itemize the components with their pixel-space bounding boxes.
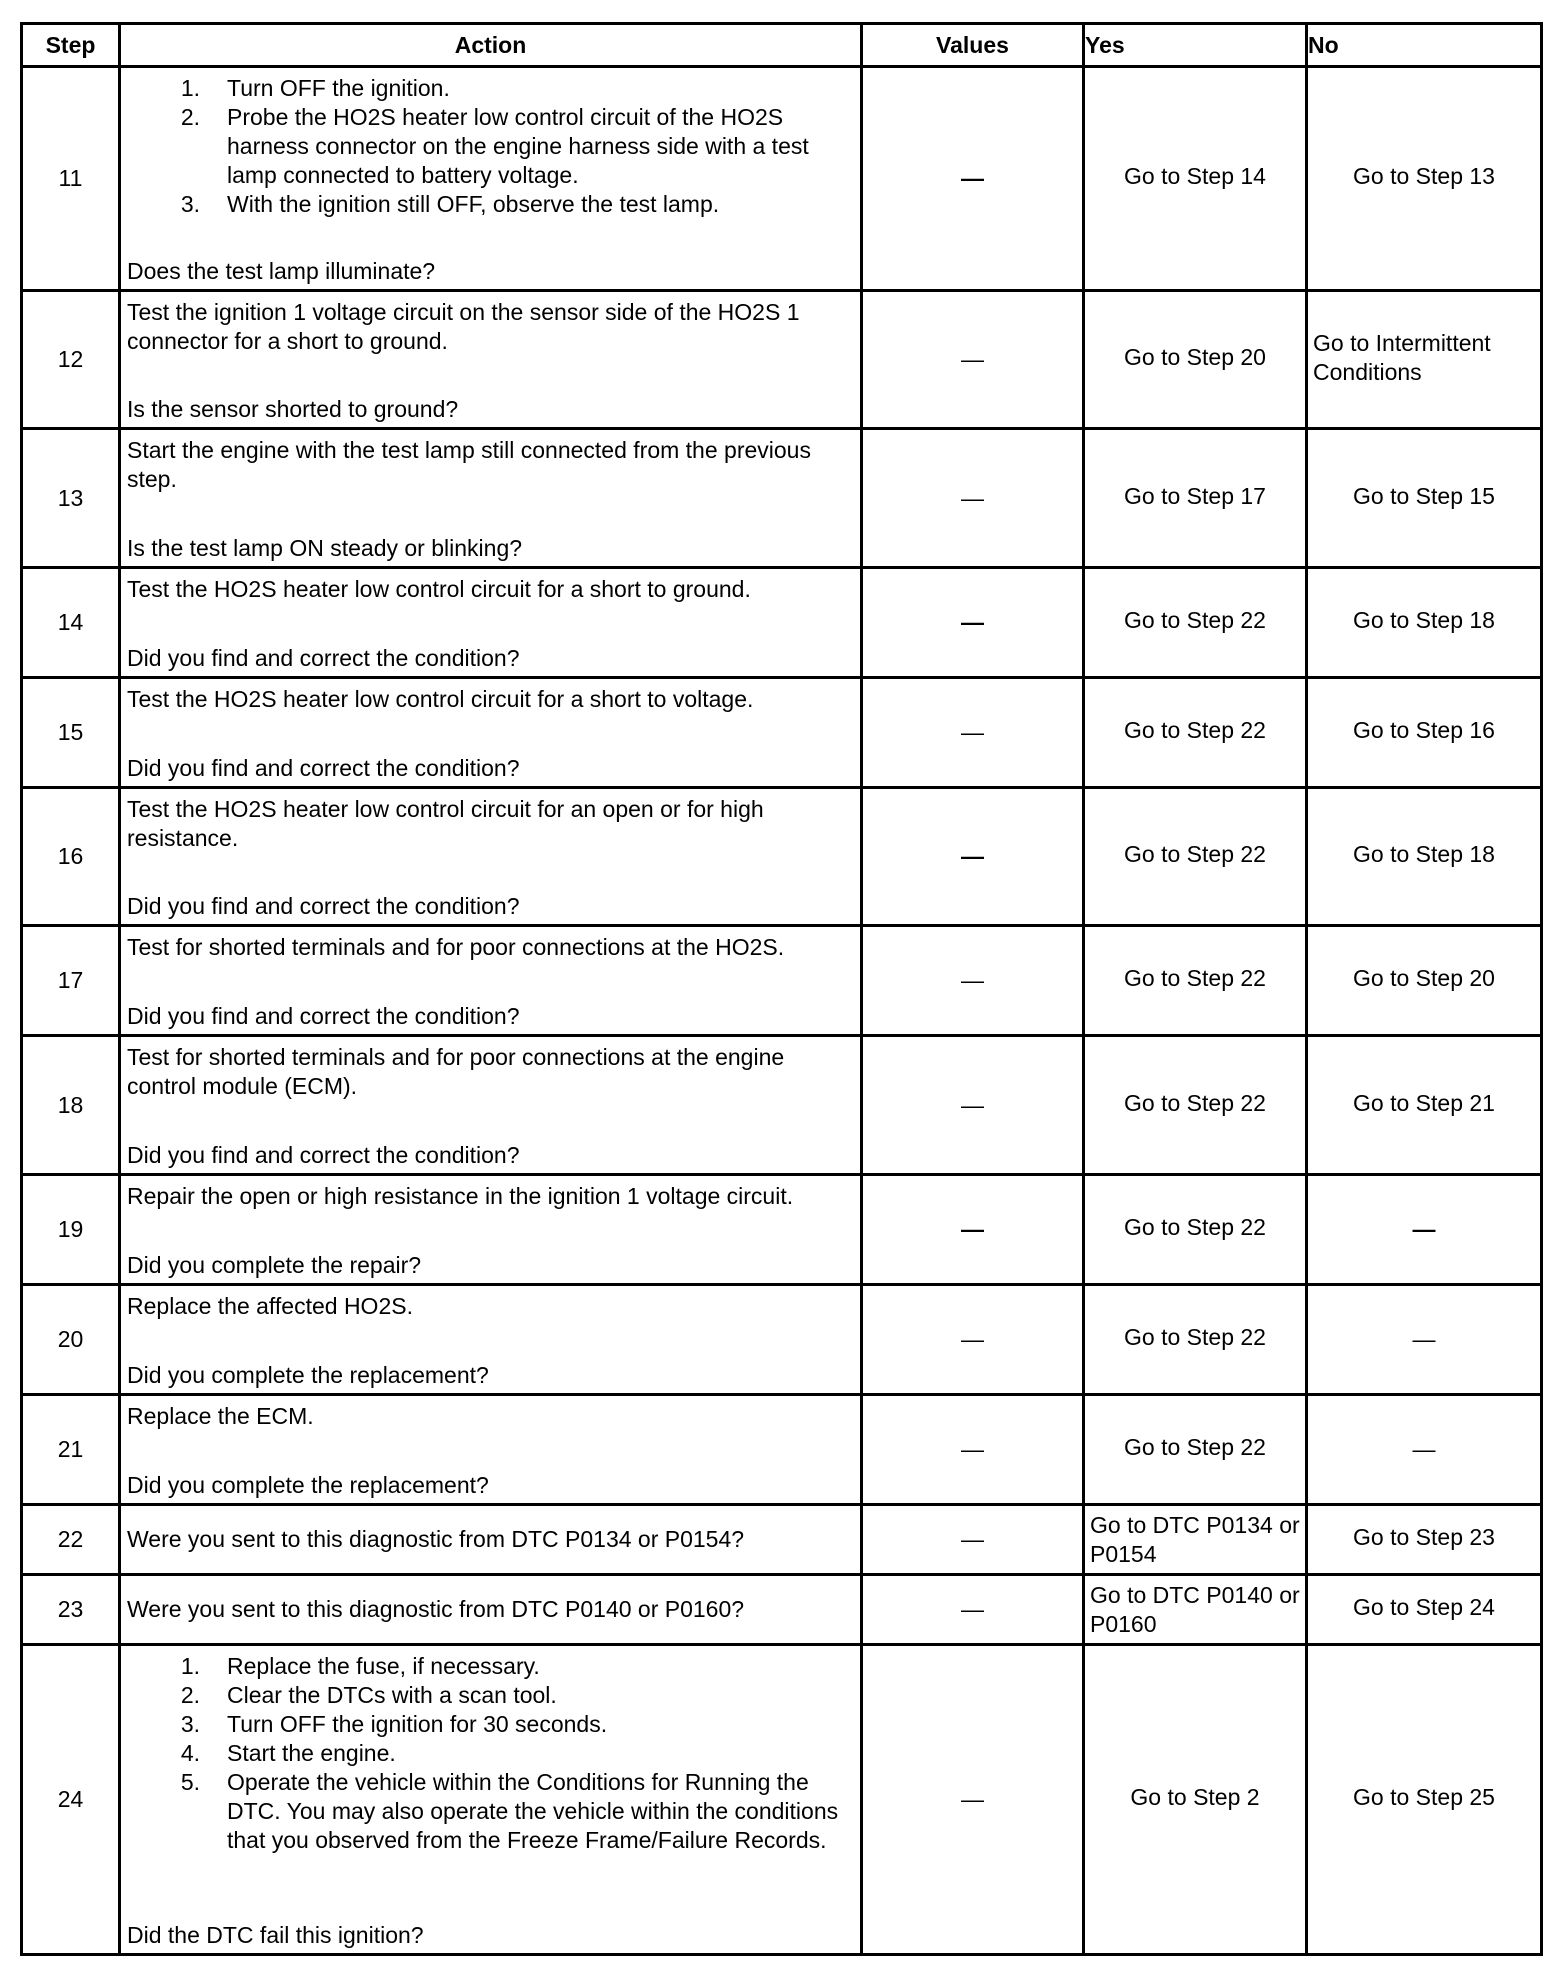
dash-mark: — [961,1786,984,1812]
yes-cell: Go to Step 22 [1084,568,1307,678]
values-cell [862,788,1084,926]
table-row [22,1036,1542,1175]
dash-mark: — [961,719,984,745]
table-row [22,926,1542,1036]
no-cell: Go to Step 18 [1307,788,1542,926]
header-yes: Yes [1084,24,1307,67]
yes-cell: Go to Step 20 [1084,291,1307,429]
step-number: 12 [22,291,120,429]
action-question: Does the test lamp illuminate? [127,257,436,284]
yes-cell: Go to Step 22 [1084,1285,1307,1395]
action-text: Test the HO2S heater low control circuit for a short to ground. [127,575,751,602]
action-cell [120,788,862,926]
step-number: 18 [22,1036,120,1175]
action-list [127,74,854,219]
no-cell: Go to Step 25 [1307,1645,1542,1955]
action-text: Test for shorted terminals and for poor connections at the engine control module (ECM). [127,1043,785,1099]
values-cell [862,1395,1084,1505]
table-row [22,1505,1542,1575]
no-cell: Go to Step 23 [1307,1505,1542,1575]
values-cell [862,926,1084,1036]
diagnostic-table [20,22,1543,1956]
step-number: 19 [22,1175,120,1285]
no-cell: Go to Step 18 [1307,568,1542,678]
dash-mark: — [961,1526,984,1552]
values-cell [862,291,1084,429]
header-no: No [1307,24,1542,67]
yes-cell: Go to DTC P0140 or P0160 [1084,1575,1307,1645]
dash-mark: — [961,1596,984,1622]
action-text: Replace the ECM. [127,1402,314,1429]
action-cell [120,1395,862,1505]
values-cell [862,568,1084,678]
action-cell [120,1175,862,1285]
step-number: 16 [22,788,120,926]
action-question: Is the sensor shorted to ground? [127,395,459,422]
yes-cell: Go to Step 17 [1084,429,1307,568]
no-cell: Go to Intermittent Conditions [1307,291,1542,429]
step-number: 17 [22,926,120,1036]
action-text: Repair the open or high resistance in the ignition 1 voltage circuit. [127,1182,794,1209]
dash-mark: — [961,1326,984,1352]
action-cell [120,67,862,291]
action-question: Did you find and correct the condition? [127,754,520,781]
step-number: 23 [22,1575,120,1645]
no-cell: Go to Step 20 [1307,926,1542,1036]
values-cell [862,1175,1084,1285]
step-number: 11 [22,67,120,291]
action-cell [120,291,862,429]
no-cell: Go to Step 15 [1307,429,1542,568]
yes-cell: Go to Step 22 [1084,1395,1307,1505]
no-cell [1307,1285,1542,1395]
list-item: 2. Probe the HO2S heater low control circuit of the HO2S harness connector on the engine harness side with a test lamp connected to battery voltage. [180,103,809,188]
values-cell [862,67,1084,291]
table-row [22,429,1542,568]
values-cell [862,1645,1084,1955]
step-number: 14 [22,568,120,678]
dash-mark: — [1412,1326,1436,1352]
action-question: Is the test lamp ON steady or blinking? [127,534,523,561]
values-cell [862,678,1084,788]
list-item: 2. Clear the DTCs with a scan tool. [180,1681,557,1708]
yes-cell: Go to Step 22 [1084,926,1307,1036]
action-question: Were you sent to this diagnostic from DTC P0140 or P0160? [120,1575,862,1645]
table-row [22,788,1542,926]
action-cell [120,568,862,678]
header-row [22,24,1542,67]
yes-cell: Go to Step 2 [1084,1645,1307,1955]
values-cell [862,1036,1084,1175]
list-item: 1. Turn OFF the ignition. [180,74,450,101]
header-values: Values [862,24,1084,67]
action-cell [120,926,862,1036]
table-row [22,1645,1542,1955]
values-cell [862,1505,1084,1575]
step-number: 13 [22,429,120,568]
dash-mark: — [961,1216,984,1242]
list-item: 5. Operate the vehicle within the Conditions for Running the DTC. You may also operate the vehicle within the conditions that you observed from the Freeze Frame/Failure Records. [180,1768,839,1853]
values-cell [862,1575,1084,1645]
list-item: 1. Replace the fuse, if necessary. [180,1652,540,1679]
no-cell: Go to Step 24 [1307,1575,1542,1645]
action-question: Did you complete the repair? [127,1251,422,1278]
table-row [22,1395,1542,1505]
table-row [22,568,1542,678]
dash-mark: — [961,1091,984,1118]
header-action: Action [120,24,862,67]
no-cell [1307,1175,1542,1285]
table-row [22,67,1542,291]
step-number: 20 [22,1285,120,1395]
action-question: Did you find and correct the condition? [127,644,520,671]
dash-mark: — [961,843,984,869]
action-cell [120,1645,862,1955]
dash-mark: — [961,346,984,372]
action-text: Test the HO2S heater low control circuit for a short to voltage. [127,685,754,712]
yes-cell: Go to DTC P0134 or P0154 [1084,1505,1307,1575]
action-text: Test for shorted terminals and for poor connections at the HO2S. [127,933,785,960]
step-number: 21 [22,1395,120,1505]
table-row [22,1285,1542,1395]
action-question: Did you find and correct the condition? [127,1141,520,1168]
no-cell [1307,1395,1542,1505]
header-step: Step [22,24,120,67]
action-cell [120,429,862,568]
dash-mark: — [1412,1436,1436,1462]
dash-mark: — [961,967,984,993]
action-question: Were you sent to this diagnostic from DTC P0134 or P0154? [120,1505,862,1575]
values-cell [862,429,1084,568]
action-cell [120,678,862,788]
no-cell: Go to Step 21 [1307,1036,1542,1175]
list-item: 3. With the ignition still OFF, observe the test lamp. [180,190,720,217]
yes-cell: Go to Step 22 [1084,788,1307,926]
step-number: 22 [22,1505,120,1575]
no-cell: Go to Step 13 [1307,67,1542,291]
action-question: Did you find and correct the condition? [127,892,520,919]
dash-mark: — [1412,1216,1436,1242]
list-item: 3. Turn OFF the ignition for 30 seconds. [180,1710,608,1737]
table-row [22,291,1542,429]
action-cell [120,1036,862,1175]
action-text: Start the engine with the test lamp still connected from the previous step. [127,436,811,492]
action-list [127,1652,854,1855]
action-question: Did you find and correct the condition? [127,1002,520,1029]
dash-mark: — [961,484,984,511]
action-text: Test the HO2S heater low control circuit for an open or for high resistance. [127,795,764,851]
action-text: Replace the affected HO2S. [127,1292,413,1319]
action-cell [120,1285,862,1395]
yes-cell: Go to Step 14 [1084,67,1307,291]
yes-cell: Go to Step 22 [1084,1036,1307,1175]
step-number: 24 [22,1645,120,1955]
action-question: Did you complete the replacement? [127,1361,489,1388]
yes-cell: Go to Step 22 [1084,678,1307,788]
dash-mark: — [961,1436,984,1462]
yes-cell: Go to Step 22 [1084,1175,1307,1285]
dash-mark: — [961,609,984,635]
action-question: Did the DTC fail this ignition? [127,1921,424,1948]
action-text: Test the ignition 1 voltage circuit on the sensor side of the HO2S 1 connector for a short to ground. [127,298,800,354]
table-row [22,678,1542,788]
table-row [22,1175,1542,1285]
step-number: 15 [22,678,120,788]
list-item: 4. Start the engine. [180,1739,396,1766]
table-row [22,1575,1542,1645]
values-cell [862,1285,1084,1395]
no-cell: Go to Step 16 [1307,678,1542,788]
action-question: Did you complete the replacement? [127,1471,489,1498]
dash-mark: — [961,165,984,191]
